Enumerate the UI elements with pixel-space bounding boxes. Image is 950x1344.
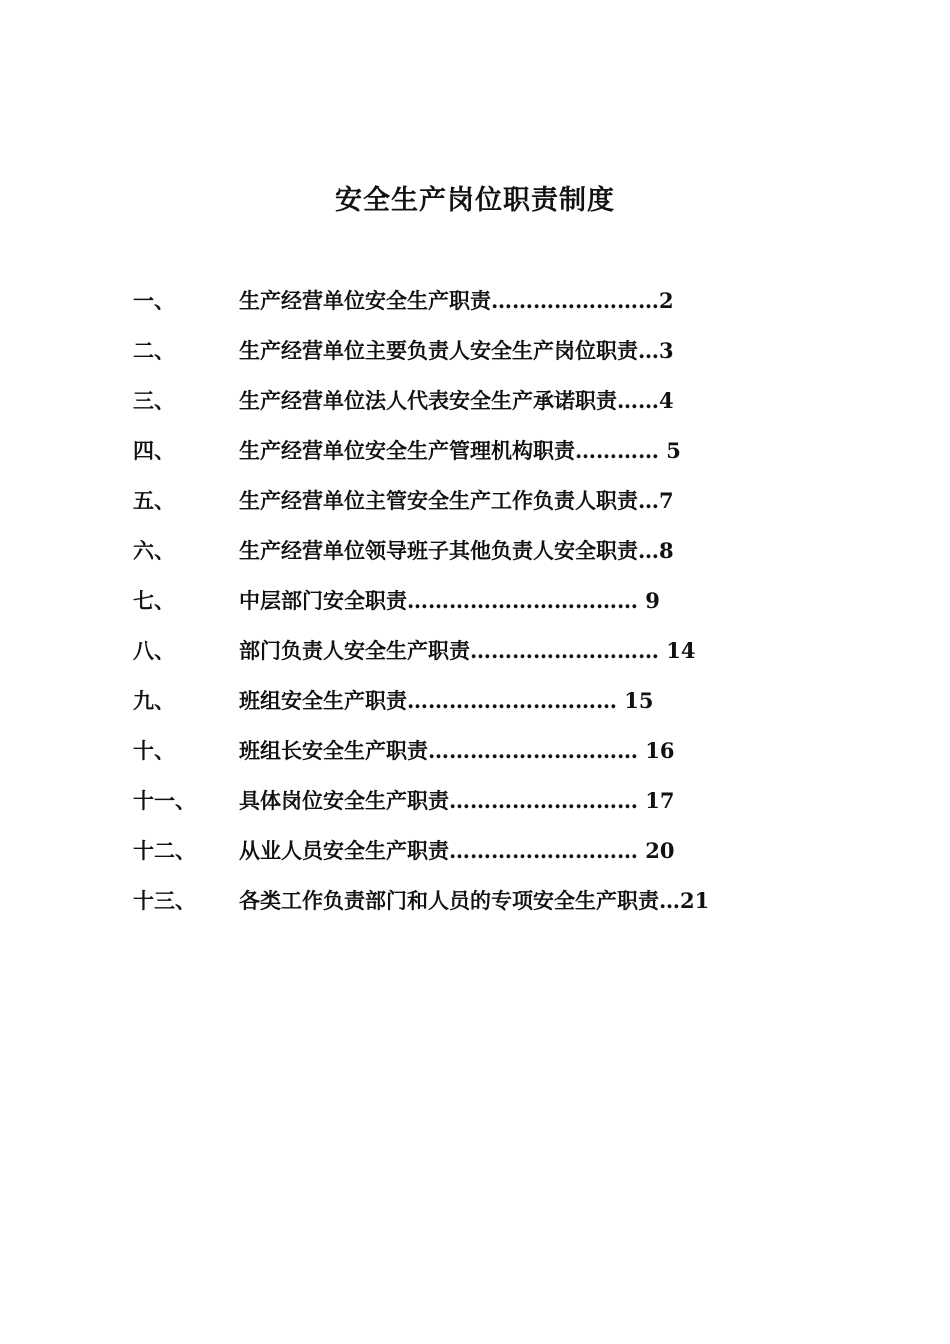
toc-entry <box>133 581 813 631</box>
toc-entry-number: 八、 <box>133 638 175 663</box>
document-title: 安全生产岗位职责制度 <box>335 185 615 216</box>
toc-entry <box>133 531 813 581</box>
toc-entry-number: 十三、 <box>133 888 196 913</box>
toc-entry-number: 九、 <box>133 688 175 713</box>
toc-entry <box>133 831 813 881</box>
toc-entry-number: 七、 <box>133 588 175 613</box>
toc-entry <box>133 781 813 831</box>
toc-entry-number: 十、 <box>133 738 175 763</box>
toc-entry-text: 生产经营单位主要负责人安全生产岗位职责…3 <box>239 338 674 363</box>
toc-entry-text: 生产经营单位法人代表安全生产承诺职责……4 <box>239 388 674 413</box>
toc-entry-text: 班组安全生产职责………………………… 15 <box>239 688 654 713</box>
table-of-contents <box>133 281 813 931</box>
toc-entry-text: 中层部门安全职责…………………………… 9 <box>239 588 660 613</box>
toc-entry <box>133 631 813 681</box>
toc-entry-text: 具体岗位安全生产职责……………………… 17 <box>239 788 675 813</box>
toc-entry-text: 生产经营单位安全生产职责……………………2 <box>239 288 674 313</box>
toc-entry-text: 各类工作负责部门和人员的专项安全生产职责…21 <box>239 888 710 913</box>
toc-entry-number: 三、 <box>133 388 175 413</box>
toc-entry <box>133 881 813 931</box>
toc-entry <box>133 281 813 331</box>
toc-entry-text: 班组长安全生产职责………………………… 16 <box>239 738 675 763</box>
toc-entry-number: 二、 <box>133 338 175 363</box>
toc-entry <box>133 331 813 381</box>
toc-entry <box>133 381 813 431</box>
toc-entry <box>133 681 813 731</box>
toc-entry-number: 五、 <box>133 488 175 513</box>
toc-entry-number: 十一、 <box>133 788 196 813</box>
toc-entry-text: 部门负责人安全生产职责……………………… 14 <box>239 638 696 663</box>
toc-entry-number: 四、 <box>133 438 175 463</box>
toc-entry-number: 十二、 <box>133 838 196 863</box>
toc-entry-text: 生产经营单位领导班子其他负责人安全职责…8 <box>239 538 674 563</box>
toc-entry <box>133 431 813 481</box>
toc-entry-text: 从业人员安全生产职责……………………… 20 <box>239 838 675 863</box>
toc-entry-number: 六、 <box>133 538 175 563</box>
toc-entry <box>133 481 813 531</box>
toc-entry-number: 一、 <box>133 288 175 313</box>
toc-entry-text: 生产经营单位安全生产管理机构职责………… 5 <box>239 438 681 463</box>
toc-entry-text: 生产经营单位主管安全生产工作负责人职责…7 <box>239 488 674 513</box>
toc-entry <box>133 731 813 781</box>
